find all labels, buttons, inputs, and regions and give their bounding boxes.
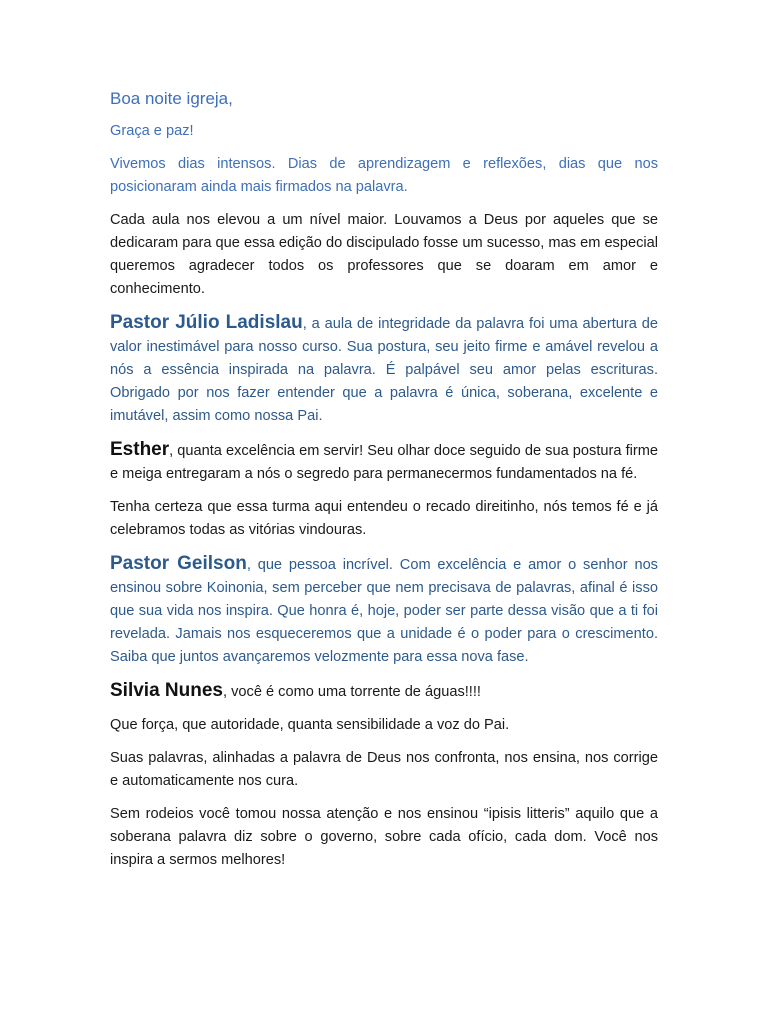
geilson-paragraph [110,552,658,669]
thanks-paragraph: Cada aula nos elevou a um nível maior. Louvamos a Deus por aqueles que se dedicaram para que essa edição do discipulado fosse um sucesso, mas em especial queremos agradecer todos os professores que se doaram em amor e conhecimento. [110,212,658,297]
esther-name: Esther [110,439,170,460]
geilson-name: Pastor Geilson [110,553,247,574]
esther-followup-paragraph: Tenha certeza que essa turma aqui entendeu o recado direitinho, nós temos fé e já celebramos todas as vitórias vindouras. [110,499,658,538]
julio-paragraph [110,311,658,428]
greeting-line: Boa noite igreja, [110,89,233,108]
document-body [110,86,658,882]
julio-name: Pastor Júlio Ladislau [110,312,303,333]
silvia-text: , você é como uma torrente de águas!!!! [223,684,481,700]
silvia-name: Silvia Nunes [110,680,223,701]
silvia-paragraph [110,679,658,704]
silvia-paragraph-4: Sem rodeios você tomou nossa atenção e nos ensinou “ipisis litteris” aquilo que a soberana palavra diz sobre o governo, sobre cada ofício, cada dom. Você nos inspira a sermos melhores! [110,806,658,868]
grace-line: Graça e paz! [110,123,194,139]
esther-text: , quanta excelência em servir! Seu olhar doce seguido de sua postura firme e meiga entregaram a nós o segredo para permanecermos fundamentados na fé. [110,443,658,482]
silvia-paragraph-2: Que força, que autoridade, quanta sensibilidade a voz do Pai. [110,717,510,733]
intro-paragraph: Vivemos dias intensos. Dias de aprendizagem e reflexões, dias que nos posicionaram ainda mais firmados na palavra. [110,156,658,195]
esther-paragraph [110,438,658,486]
julio-text: , a aula de integridade da palavra foi uma abertura de valor inestimável para nosso curso. Sua postura, seu jeito firme e amável revelou a nós a essência inspirada na palavra. É palpável seu amor pelas escrituras. Obrigado por nos fazer entender que a palavra é única, soberana, excelente e imutável, assim como nossa Pai. [110,316,658,424]
geilson-text: , que pessoa incrível. Com excelência e amor o senhor nos ensinou sobre Koinonia, sem perceber que nem precisava de palavras, afinal é isso que sua vida nos inspira. Que honra é, hoje, poder ser parte dessa visão que a ti foi revelada. Jamais nos esqueceremos que a unidade é o poder para o crescimento. Saiba que juntos avançaremos velozmente para essa nova fase. [110,557,658,665]
silvia-paragraph-3: Suas palavras, alinhadas a palavra de Deus nos confronta, nos ensina, nos corrige e automaticamente nos cura. [110,750,658,789]
